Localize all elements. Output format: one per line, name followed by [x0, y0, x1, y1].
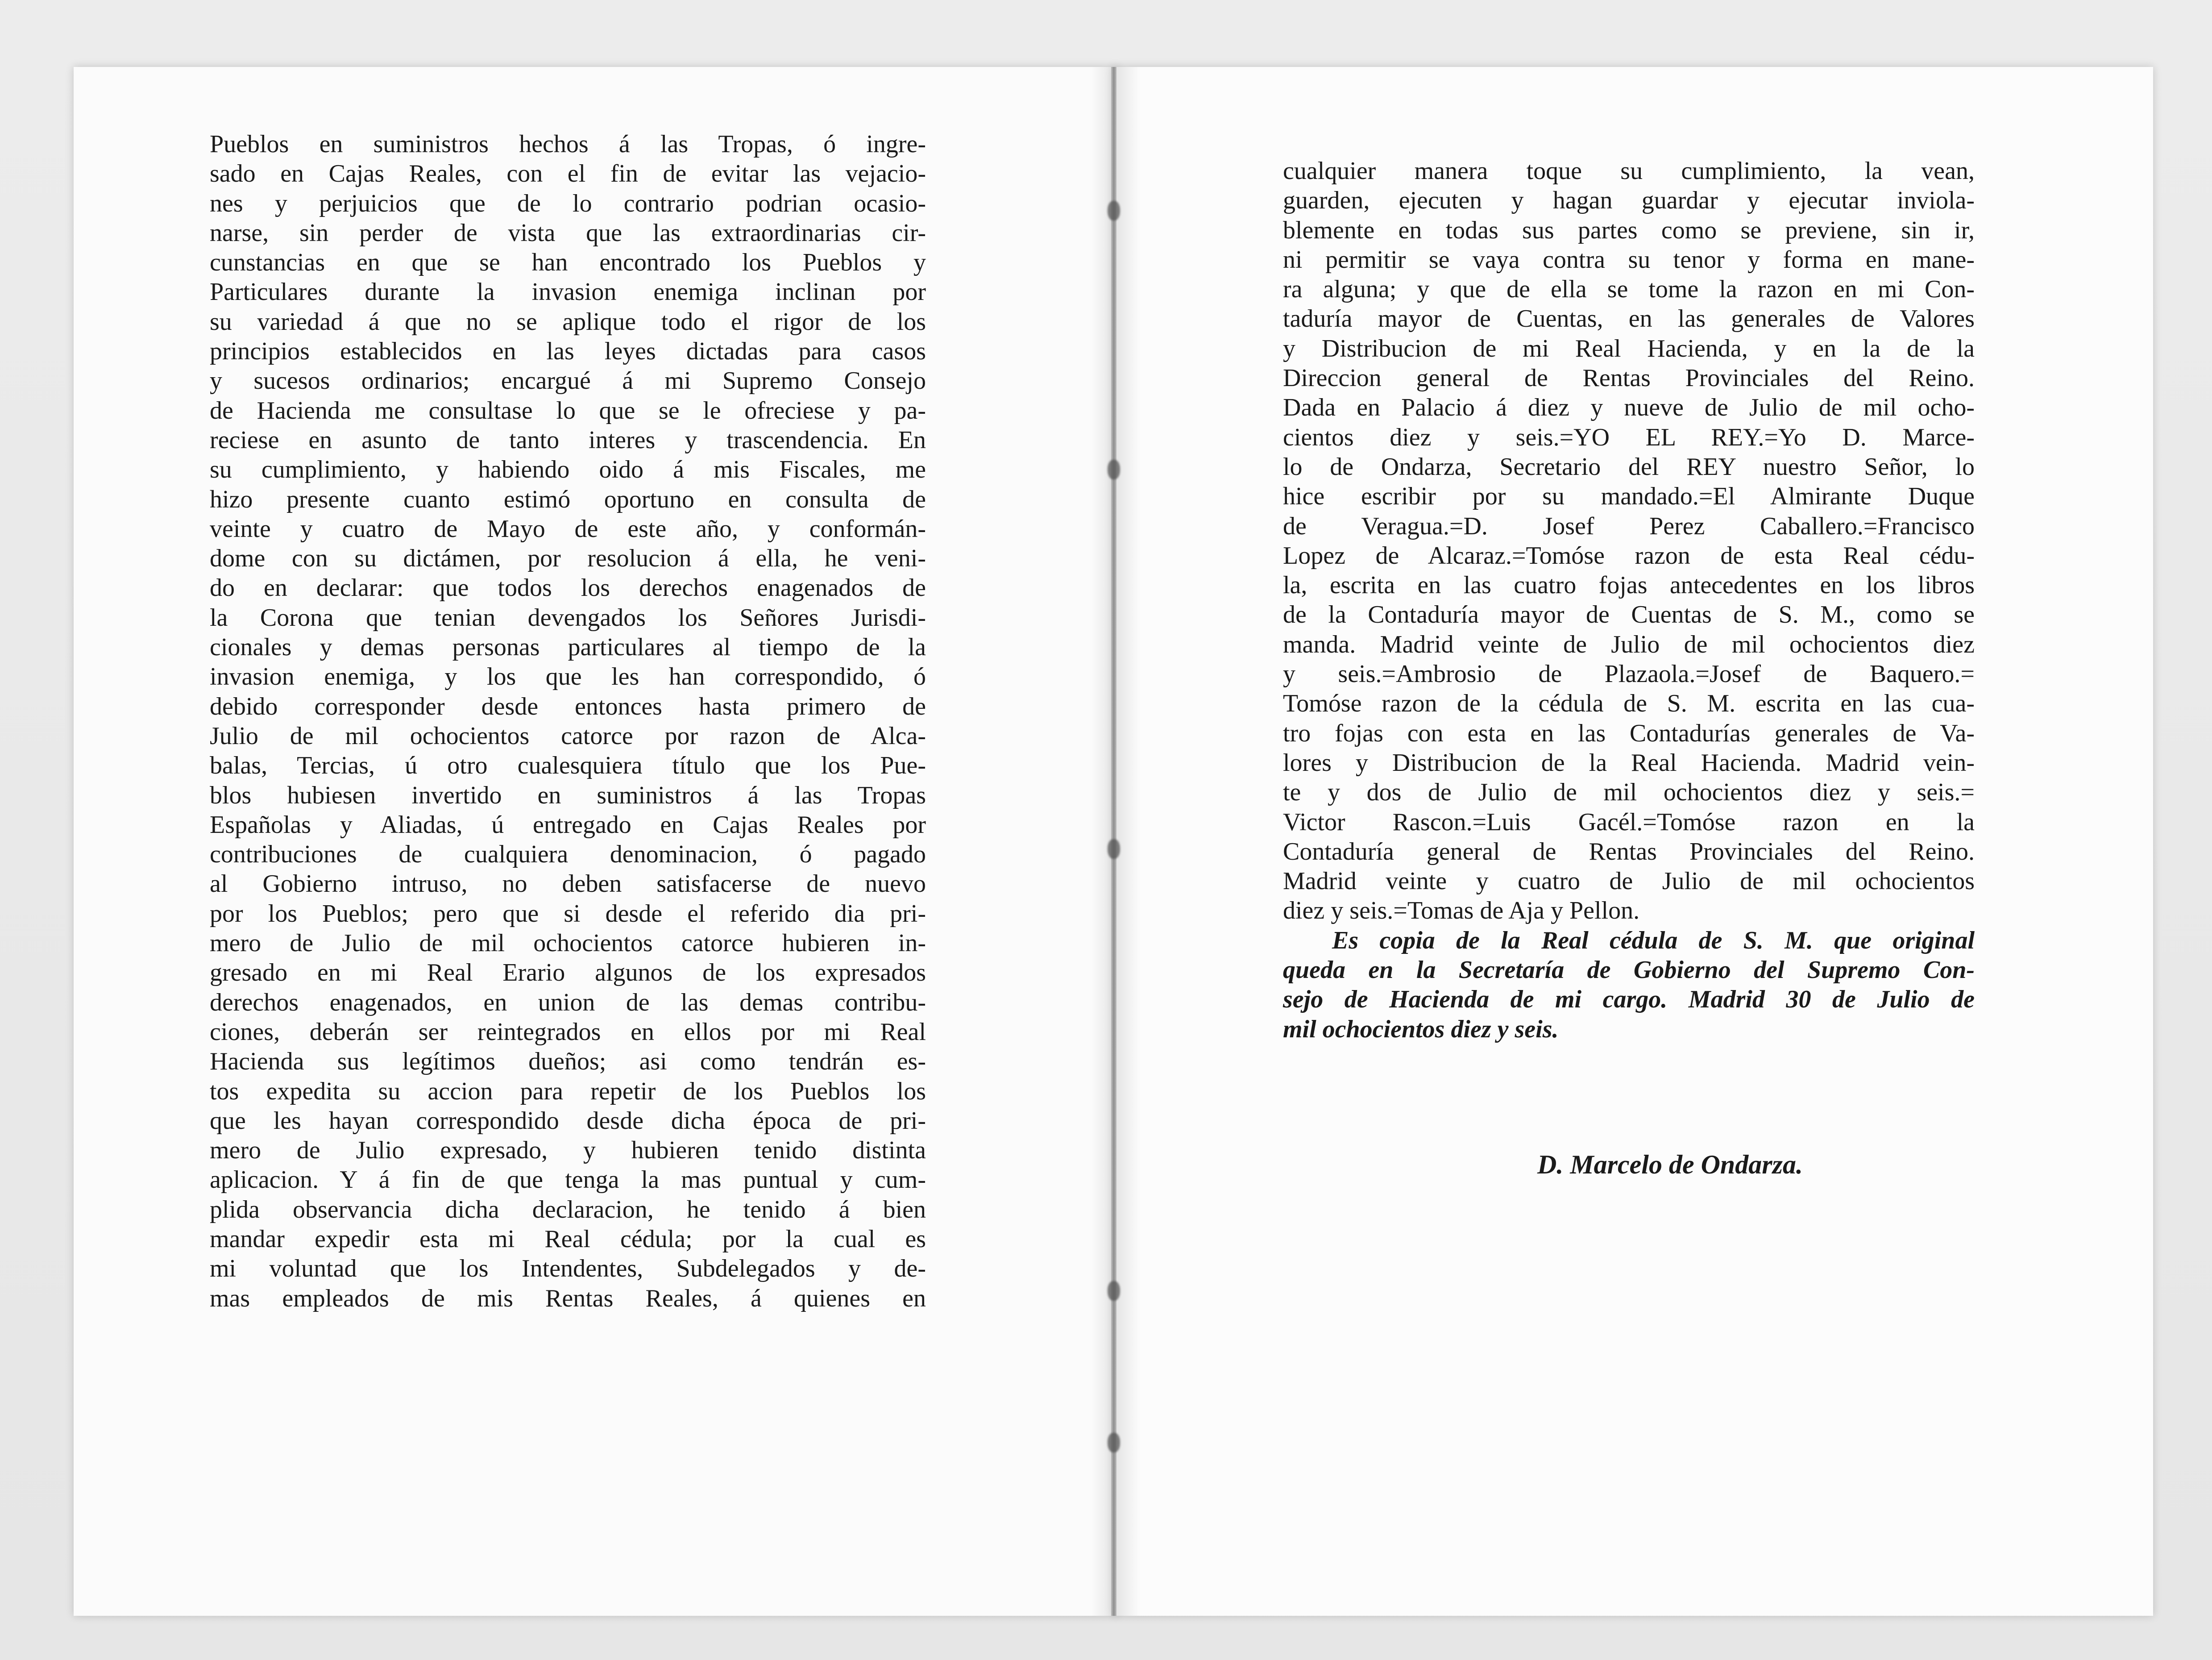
text-line: Direccion general de Rentas Provinciales del Reino.: [1283, 364, 1975, 392]
text-line: sado en Cajas Reales, con el fin de evitar las vejacio-: [210, 160, 926, 188]
text-line: Dada en Palacio á diez y nueve de Julio de mil ocho-: [1283, 394, 1975, 422]
text-line: lores y Distribucion de la Real Hacienda. Madrid vein-: [1283, 749, 1975, 777]
text-line: y Distribucion de mi Real Hacienda, y en la de la: [1283, 334, 1975, 362]
text-line: su cumplimiento, y habiendo oido á mis Fiscales, me: [210, 456, 926, 484]
text-line: Particulares durante la invasion enemiga inclinan por: [210, 278, 926, 306]
text-line: mi voluntad que los Intendentes, Subdelegados y de-: [210, 1255, 926, 1283]
text-line: manda. Madrid veinte de Julio de mil ochocientos diez: [1283, 630, 1975, 658]
italic-copy-line: queda en la Secretaría de Gobierno del Supremo Con-: [1283, 956, 1975, 984]
text-line: gresado en mi Real Erario algunos de los expresados: [210, 959, 926, 987]
left-page-text: [210, 129, 926, 1313]
italic-copy-line: sejo de Hacienda de mi cargo. Madrid 30 de Julio de: [1283, 986, 1975, 1014]
text-line: mero de Julio de mil ochocientos catorce hubieren in-: [210, 929, 926, 957]
text-line: mero de Julio expresado, y hubieren tenido distinta: [210, 1136, 926, 1165]
text-line: por los Pueblos; pero que si desde el referido dia pri-: [210, 899, 926, 928]
text-line: cunstancias en que se han encontrado los Pueblos y: [210, 249, 926, 277]
text-line: tos expedita su accion para repetir de los Pueblos los: [210, 1077, 926, 1105]
stitch-hole: [1108, 201, 1120, 221]
text-line: Españolas y Aliadas, ú entregado en Cajas Reales por: [210, 811, 926, 839]
text-line: de Veragua.=D. Josef Perez Caballero.=Francisco: [1283, 512, 1975, 540]
right-page-text: [1283, 156, 1975, 1044]
text-line: veinte y cuatro de Mayo de este año, y conformán-: [210, 515, 926, 543]
text-line: contribuciones de cualquiera denominacion, ó pagado: [210, 840, 926, 869]
stitch-hole: [1108, 460, 1120, 479]
text-line: hice escribir por su mandado.=El Almirante Duque: [1283, 483, 1975, 511]
stitch-hole: [1108, 839, 1120, 859]
text-line: mas empleados de mis Rentas Reales, á quienes en: [210, 1284, 926, 1312]
text-line: ra alguna; y que de ella se tome la razon en mi Con-: [1283, 275, 1975, 304]
text-line: su variedad á que no se aplique todo el rigor de los: [210, 308, 926, 336]
text-line: al Gobierno intruso, no deben satisfacerse de nuevo: [210, 870, 926, 898]
text-line: balas, Tercias, ú otro cualesquiera título que los Pue-: [210, 752, 926, 780]
text-line: guarden, ejecuten y hagan guardar y ejecutar inviola-: [1283, 187, 1975, 215]
text-line: que les hayan correspondido desde dicha época de pri-: [210, 1107, 926, 1135]
text-line: lo de Ondarza, Secretario del REY nuestro Señor, lo: [1283, 453, 1975, 481]
italic-copy-line: Es copia de la Real cédula de S. M. que original: [1332, 926, 1975, 954]
text-line: do en declarar: que todos los derechos enagenados de: [210, 574, 926, 602]
text-line: te y dos de Julio de mil ochocientos diez y seis.=: [1283, 778, 1975, 807]
text-line: tro fojas con esta en las Contadurías generales de Va-: [1283, 719, 1975, 747]
text-line: taduría mayor de Cuentas, en las generales de Valores: [1283, 305, 1975, 333]
text-line: ciones, deberán ser reintegrados en ellos por mi Real: [210, 1018, 926, 1046]
stitch-hole: [1108, 1281, 1120, 1301]
text-line: Julio de mil ochocientos catorce por razon de Alca-: [210, 722, 926, 750]
text-line: diez y seis.=Tomas de Aja y Pellon.: [1283, 897, 1640, 925]
text-line: mandar expedir esta mi Real cédula; por la cual es: [210, 1225, 926, 1253]
text-line: plida observancia dicha declaracion, he tenido á bien: [210, 1195, 926, 1223]
text-line: Contaduría general de Rentas Provinciales del Reino.: [1283, 837, 1975, 865]
text-line: Madrid veinte y cuatro de Julio de mil ochocientos: [1283, 867, 1975, 895]
text-line: cientos diez y seis.=YO EL REY.=Yo D. Marce-: [1283, 423, 1975, 451]
signature: D. Marcelo de Ondarza.: [1537, 1150, 1803, 1179]
italic-copy-line: mil ochocientos diez y seis.: [1283, 1015, 1559, 1043]
text-line: narse, sin perder de vista que las extraordinarias cir-: [210, 219, 926, 247]
text-line: la Corona que tenian devengados los Señores Jurisdi-: [210, 603, 926, 632]
text-line: Lopez de Alcaraz.=Tomóse razon de esta Real cédu-: [1283, 541, 1975, 570]
text-line: y seis.=Ambrosio de Plazaola.=Josef de Baquero.=: [1283, 660, 1975, 688]
text-line: cualquier manera toque su cumplimiento, la vean,: [1283, 157, 1975, 185]
text-line: principios establecidos en las leyes dictadas para casos: [210, 337, 926, 366]
text-line: cionales y demas personas particulares al tiempo de la: [210, 633, 926, 662]
text-line: debido corresponder desde entonces hasta primero de: [210, 692, 926, 720]
text-line: hizo presente cuanto estimó oportuno en consulta de: [210, 485, 926, 513]
text-line: blemente en todas sus partes como se previene, sin ir,: [1283, 216, 1975, 244]
text-line: de Hacienda me consultase lo que se le ofreciese y pa-: [210, 396, 926, 424]
text-line: Pueblos en suministros hechos á las Tropas, ó ingre-: [210, 130, 926, 158]
text-line: y sucesos ordinarios; encargué á mi Supremo Consejo: [210, 367, 926, 395]
text-line: Tomóse razon de la cédula de S. M. escrita en las cua-: [1283, 690, 1975, 718]
text-line: reciese en asunto de tanto interes y trascendencia. En: [210, 426, 926, 454]
stitch-hole: [1108, 1433, 1120, 1452]
text-line: Hacienda sus legítimos dueños; asi como tendrán es-: [210, 1048, 926, 1076]
text-line: blos hubiesen invertido en suministros á las Tropas: [210, 781, 926, 809]
text-line: invasion enemiga, y los que les han correspondido, ó: [210, 663, 926, 691]
text-line: dome con su dictámen, por resolucion á ella, he veni-: [210, 545, 926, 573]
text-line: nes y perjuicios que de lo contrario podrian ocasio-: [210, 189, 926, 217]
text-line: de la Contaduría mayor de Cuentas de S. M., como se: [1283, 601, 1975, 629]
text-line: la, escrita en las cuatro fojas antecedentes en los libros: [1283, 571, 1975, 599]
text-line: derechos enagenados, en union de las demas contribu-: [210, 988, 926, 1016]
text-line: Victor Rascon.=Luis Gacél.=Tomóse razon en la: [1283, 808, 1975, 836]
text-line: aplicacion. Y á fin de que tenga la mas puntual y cum-: [210, 1166, 926, 1194]
text-line: ni permitir se vaya contra su tenor y forma en mane-: [1283, 245, 1975, 274]
